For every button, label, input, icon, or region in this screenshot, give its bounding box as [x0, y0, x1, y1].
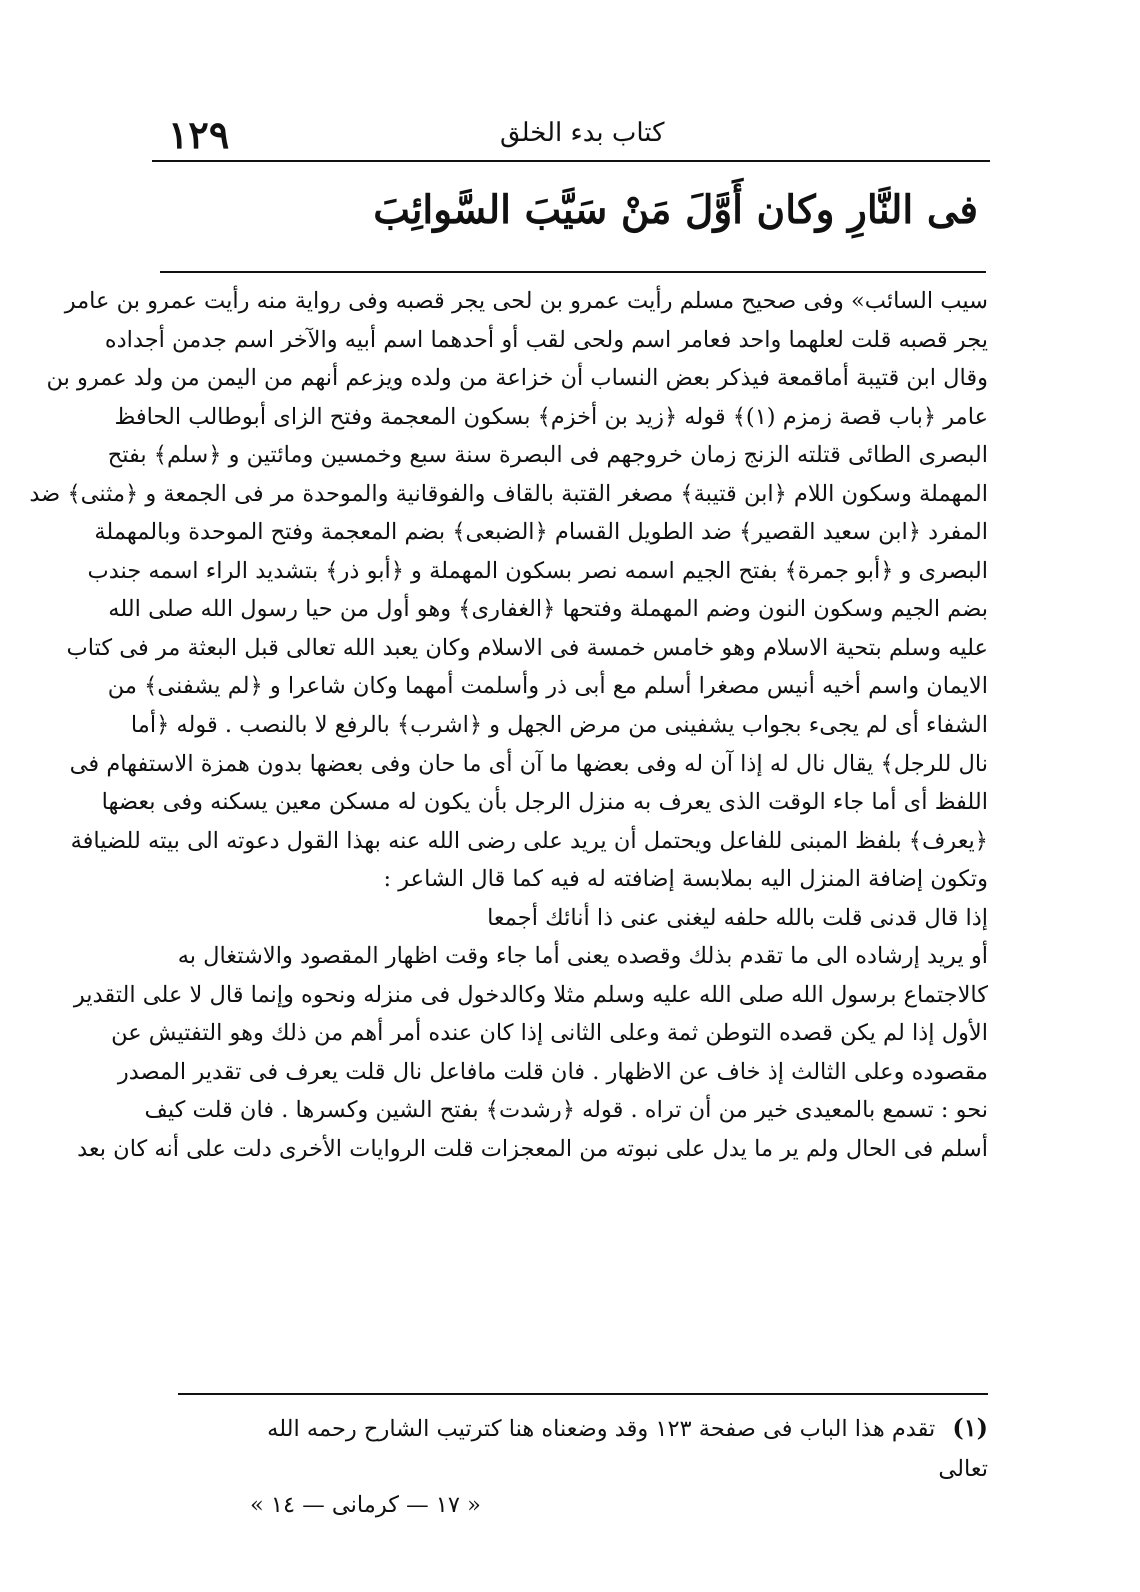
body-line-4: عامر ﴿باب قصة زمزم (١)﴾ قوله ﴿زيد بن أخزم﴾ بسكون المعجمة وفتح الزاى أبوطالب الحافظ	[114, 403, 988, 430]
body-line-13: نال للرجل﴾ يقال نال له إذا آن له وفى بعضها ما آن أى ما حان وفى بعضها بدون همزة الاستفهام فى	[69, 750, 988, 777]
body-line-21: نحو : تسمع بالمعيدى خير من أن تراه . قوله ﴿رشدت﴾ بفتح الشين وكسرها . فان قلت كيف	[144, 1097, 988, 1124]
body-line-22: أسلم فى الحال ولم ير ما يدل على نبوته من المعجزات قلت الروايات الأخرى دلت على أنه كان بعد	[77, 1136, 988, 1163]
printer-signature: « ١٧ — كرمانى — ١٤ »	[250, 1492, 481, 1518]
body-line-10: عليه وسلم بتحية الاسلام وهو خامس خمسة فى الاسلام وكان يعبد الله تعالى قبل البعثة مر فى كتاب	[66, 634, 988, 661]
book-title: كتاب بدء الخلق	[500, 118, 665, 148]
footnote-text: تقدم هذا الباب فى صفحة ١٢٣ وقد وضعناه هنا كترتيب الشارح رحمه الله	[267, 1416, 936, 1442]
body-line-20: مقصوده وعلى الثالث إذ خاف عن الاظهار . فان قلت مافاعل نال قلت يعرف فى تقدير المصدر	[117, 1058, 988, 1085]
body-line-12: الشفاء أى لم يجىء بجواب يشفينى من مرض الجهل و ﴿اشرب﴾ بالرفع لا بالنصب . قوله ﴿أما	[130, 712, 988, 739]
matn-heading: فى النَّارِ وكان أَوَّلَ مَنْ سَيَّبَ السَّوائِبَ	[373, 187, 978, 233]
body-line-16: وتكون إضافة المنزل اليه بملابسة إضافته له فيه كما قال الشاعر :	[383, 866, 988, 893]
body-line-3: وقال ابن قتيبة أماقمعة فيذكر بعض النساب أن خزاعة من ولده ويزعم أنهم من اليمن من ولد عمرو بن	[46, 365, 988, 392]
page-header	[160, 108, 980, 158]
body-line-2: يجر قصبه قلت لعلهما واحد فعامر اسم ولحى لقب أو أحدهما اسم أبيه والآخر اسم جدمن أجداده	[104, 326, 988, 353]
body-line-5: البصرى الطائى قتلته الزنج زمان خروجهم فى البصرة سنة سبع وخمسين ومائتين و ﴿سلم﴾ بفتح	[107, 442, 988, 469]
commentary-body	[29, 282, 988, 1169]
body-line-8: البصرى و ﴿أبو جمرة﴾ بفتح الجيم اسمه نصر بسكون المهملة و ﴿أبو ذر﴾ بتشديد الراء اسمه جندب	[87, 557, 988, 584]
header-divider	[152, 160, 990, 162]
footnote-divider	[178, 1393, 988, 1395]
body-line-19: الأول إذا لم يكن قصده التوطن ثمة وعلى الثانى إذا كان عنده أمر أهم من ذلك وهو التفتيش عن	[111, 1020, 988, 1047]
body-line-6: المهملة وسكون اللام ﴿ابن قتيبة﴾ مصغر القتبة بالقاف والفوقانية والموحدة مر فى الجمعة و ﴿مثنى﴾ ضد	[29, 480, 988, 507]
footnote	[240, 1408, 988, 1489]
body-line-1: سيب السائب» وفى صحيح مسلم رأيت عمرو بن لحى يجر قصبه وفى رواية منه رأيت عمرو بن عامر	[64, 288, 988, 314]
body-line-15: ﴿يعرف﴾ بلفظ المبنى للفاعل ويحتمل أن يريد على رضى الله عنه بهذا القول دعوته الى بيته للضيافة	[70, 827, 988, 854]
body-line-7: المفرد ﴿ابن سعيد القصير﴾ ضد الطويل القسام ﴿الضبعى﴾ بضم المعجمة وفتح الموحدة وبالمهملة	[94, 519, 988, 546]
body-line-9: بضم الجيم وسكون النون وضم المهملة وفتحها ﴿الغفارى﴾ وهو أول من حيا رسول الله صلى الله	[108, 596, 988, 623]
page-number: ١٢٩	[168, 112, 230, 157]
body-line-18: كالاجتماع برسول الله صلى الله عليه وسلم مثلا وكالدخول فى منزله ونحوه وإنما قال لا على التقدير	[73, 981, 988, 1008]
poetry-verse: إذا قال قدنى قلت بالله حلفه ليغنى عنى ذا أنائك أجمعا	[487, 904, 988, 931]
body-line-14: اللفظ أى أما جاء الوقت الذى يعرف به منزل الرجل بأن يكون له مسكن معين يسكنه وفى بعضها	[101, 789, 988, 816]
body-line-17: أو يريد إرشاده الى ما تقدم بذلك وقصده يعنى أما جاء وقت اظهار المقصود والاشتغال به	[177, 943, 988, 970]
matn-divider	[160, 271, 986, 273]
footnote-marker: (١)	[952, 1413, 988, 1442]
body-line-11: الايمان واسم أخيه أنيس مصغرا أسلم مع أبى ذر وأسلمت أمهما وكان شاعرا و ﴿لم يشفنى﴾ من	[107, 673, 988, 700]
footnote-text-continued: تعالى	[938, 1456, 988, 1482]
